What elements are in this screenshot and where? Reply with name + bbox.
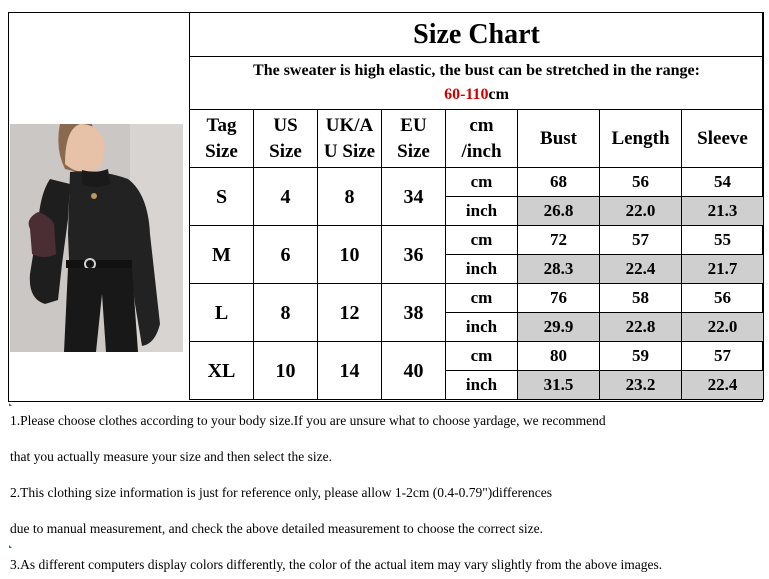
eu-size-cell: 38 [382,284,446,342]
uk-size-cell: 12 [318,284,382,342]
bust-inch-cell: 29.9 [518,313,600,342]
corner-mark-icon [9,403,12,406]
footnote-line: that you actually measure your size and then select the size. [10,449,333,464]
model-sweater-image [10,124,183,352]
us-size-cell: 6 [254,226,318,284]
header-length: Length [600,110,682,168]
unit-cm-cell: cm [446,284,518,313]
unit-inch-cell: inch [446,197,518,226]
table-row [190,168,764,197]
header-sleeve: Sleeve [682,110,764,168]
sleeve-inch-cell: 21.7 [682,255,764,284]
size-table [189,12,764,400]
elasticity-range: 60-110 [444,86,489,103]
elasticity-unit: cm [488,86,509,103]
header-bust: Bust [518,110,600,168]
bust-cm-cell: 80 [518,342,600,371]
product-photo [10,124,183,352]
bust-cm-cell: 76 [518,284,600,313]
sleeve-cm-cell: 55 [682,226,764,255]
bust-cm-cell: 68 [518,168,600,197]
length-cm-cell: 58 [600,284,682,313]
footnote-line: 3.As different computers display colors differently, the color of the actual item may vary slightly from the above images. [10,557,663,572]
length-inch-cell: 23.2 [600,371,682,400]
header-uk-size: UK/A U Size [318,110,382,168]
header-tag-size: Tag Size [190,110,254,168]
bust-inch-cell: 31.5 [518,371,600,400]
unit-inch-cell: inch [446,313,518,342]
sleeve-cm-cell: 56 [682,284,764,313]
sleeve-inch-cell: 22.0 [682,313,764,342]
footnote-line: 2.This clothing size information is just for reference only, please allow 1-2cm (0.4-0.79")differences [10,485,552,500]
length-inch-cell: 22.0 [600,197,682,226]
elasticity-note [190,57,764,110]
uk-size-cell: 8 [318,168,382,226]
tag-size-cell: M [190,226,254,284]
unit-cm-cell: cm [446,168,518,197]
footnote-line: due to manual measurement, and check the above detailed measurement to choose the correct size. [10,521,544,536]
unit-inch-cell: inch [446,371,518,400]
sleeve-cm-cell: 57 [682,342,764,371]
header-unit: cm /inch [446,110,518,168]
tag-size-cell: XL [190,342,254,400]
tag-size-cell: L [190,284,254,342]
header-us-size: US Size [254,110,318,168]
unit-cm-cell: cm [446,342,518,371]
uk-size-cell: 10 [318,226,382,284]
eu-size-cell: 36 [382,226,446,284]
sleeve-cm-cell: 54 [682,168,764,197]
eu-size-cell: 40 [382,342,446,400]
us-size-cell: 4 [254,168,318,226]
eu-size-cell: 34 [382,168,446,226]
us-size-cell: 8 [254,284,318,342]
sleeve-inch-cell: 21.3 [682,197,764,226]
tag-size-cell: S [190,168,254,226]
table-row [190,226,764,255]
corner-mark-icon [9,545,12,548]
bust-inch-cell: 28.3 [518,255,600,284]
length-cm-cell: 57 [600,226,682,255]
unit-inch-cell: inch [446,255,518,284]
unit-cm-cell: cm [446,226,518,255]
footnote-line: 1.Please choose clothes according to your body size.If you are unsure what to choose yardage, we recommend [10,413,606,428]
chart-title: Size Chart [190,13,764,57]
length-inch-cell: 22.8 [600,313,682,342]
sleeve-inch-cell: 22.4 [682,371,764,400]
elasticity-note-text: The sweater is high elastic, the bust can be stretched in the range: [253,62,700,79]
length-cm-cell: 56 [600,168,682,197]
us-size-cell: 10 [254,342,318,400]
table-row [190,342,764,371]
length-cm-cell: 59 [600,342,682,371]
bust-inch-cell: 26.8 [518,197,600,226]
bust-cm-cell: 72 [518,226,600,255]
header-eu-size: EU Size [382,110,446,168]
uk-size-cell: 14 [318,342,382,400]
table-row [190,284,764,313]
length-inch-cell: 22.4 [600,255,682,284]
